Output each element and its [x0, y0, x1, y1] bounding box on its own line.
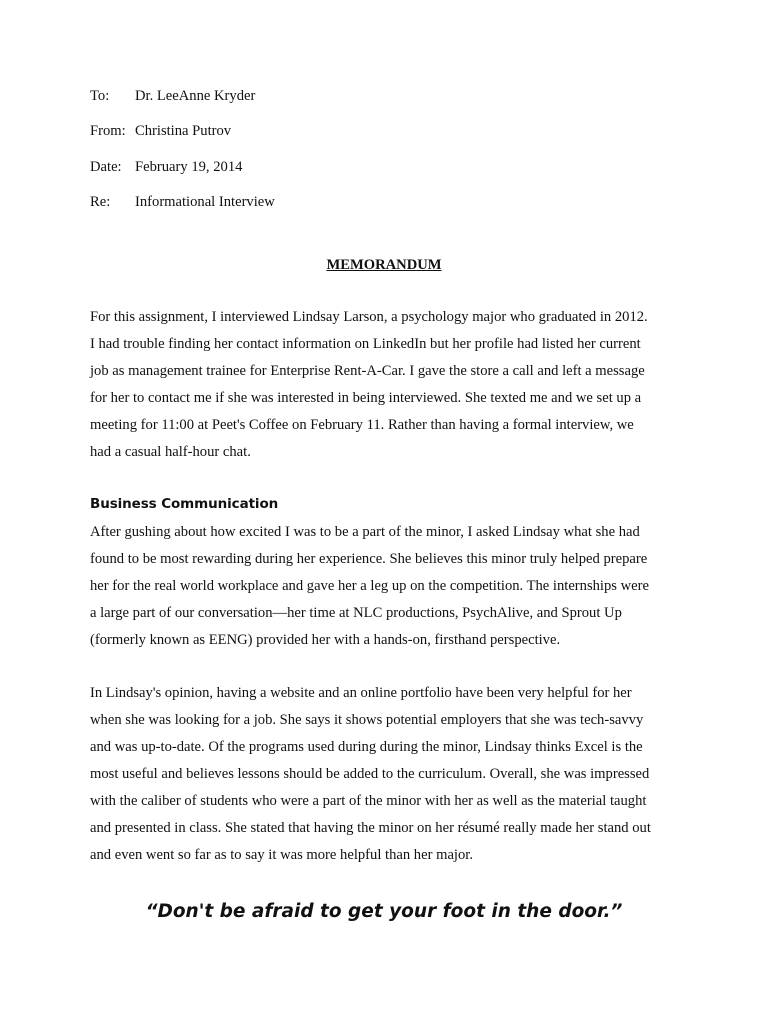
header-from-value: Christina Putrov	[135, 123, 232, 139]
header-to-value: Dr. LeeAnne Kryder	[135, 88, 256, 104]
header-from	[90, 122, 231, 140]
intro-paragraph	[90, 304, 690, 466]
paragraph-line: After gushing about how excited I was to be a part of the minor, I asked Lindsay what she had	[90, 524, 640, 540]
paragraph-line: (formerly known as EENG) provided her with a hands-on, firsthand perspective.	[90, 632, 561, 648]
intro-line: For this assignment, I interviewed Lindsay Larson, a psychology major who graduated in 2012.	[90, 309, 648, 325]
intro-line: had a casual half-hour chat.	[90, 444, 251, 460]
header-date	[90, 158, 242, 176]
paragraph-line: when she was looking for a job. She says it shows potential employers that she was tech-savvy	[90, 712, 644, 728]
paragraph-line: a large part of our conversation—her time at NLC productions, PsychAlive, and Sprout Up	[90, 605, 622, 621]
header-to-label: To:	[90, 88, 110, 104]
paragraph-line: most useful and believes lessons should be added to the curriculum. Overall, she was impressed	[90, 766, 650, 782]
paragraph-line: found to be most rewarding during her experience. She believes this minor truly helped prepare	[90, 551, 648, 567]
paragraph-line: and was up-to-date. Of the programs used during during the minor, Lindsay thinks Excel is the	[90, 739, 643, 755]
header-to	[90, 87, 255, 105]
section-paragraph-1	[90, 519, 690, 654]
header-date-label: Date:	[90, 159, 122, 175]
header-date-value: February 19, 2014	[135, 159, 243, 175]
section-paragraph-2	[90, 680, 690, 869]
paragraph-line: her for the real world workplace and gave her a leg up on the competition. The internships were	[90, 578, 649, 594]
paragraph-line: and presented in class. She stated that having the minor on her résumé really made her stand out	[90, 820, 651, 836]
intro-line: job as management trainee for Enterprise Rent-A-Car. I gave the store a call and left a message	[90, 363, 645, 379]
header-from-label: From:	[90, 123, 126, 139]
intro-line: I had trouble finding her contact information on LinkedIn but her profile had listed her current	[90, 336, 641, 352]
header-re-label: Re:	[90, 194, 111, 210]
paragraph-line: and even went so far as to say it was more helpful than her major.	[90, 847, 473, 863]
paragraph-line: with the caliber of students who were a part of the minor with her as well as the material taught	[90, 793, 647, 809]
pull-quote: “Don't be afraid to get your foot in the door.”	[145, 901, 623, 922]
intro-line: for her to contact me if she was interested in being interviewed. She texted me and we set up a	[90, 390, 642, 406]
header-re	[90, 193, 275, 211]
intro-line: meeting for 11:00 at Peet's Coffee on February 11. Rather than having a formal interview, we	[90, 417, 634, 433]
memo-title: MEMORANDUM	[326, 257, 442, 273]
section-heading: Business Communication	[90, 496, 279, 512]
header-re-value: Informational Interview	[135, 194, 275, 210]
paragraph-line: In Lindsay's opinion, having a website and an online portfolio have been very helpful for her	[90, 685, 632, 701]
